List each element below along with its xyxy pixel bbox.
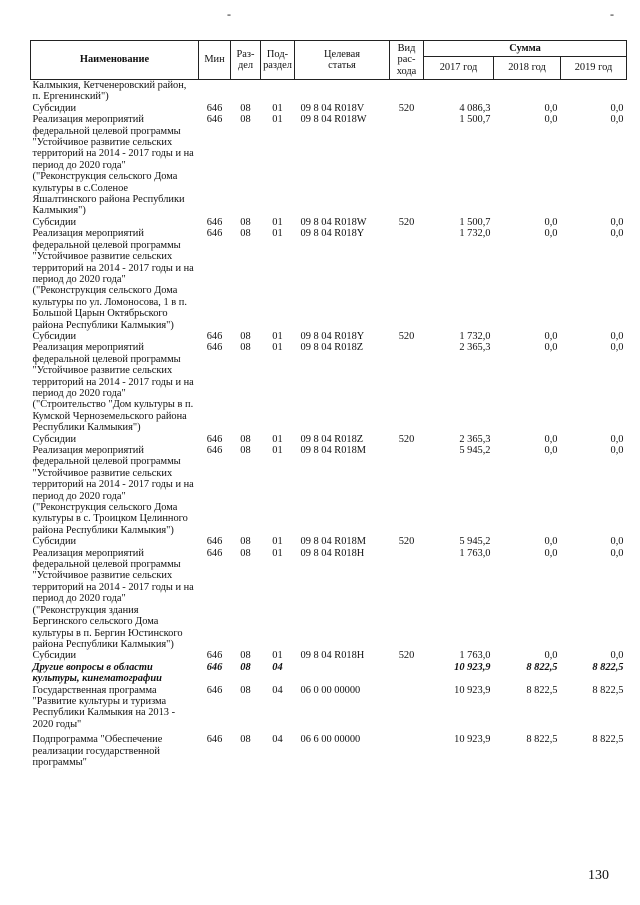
cell-name: Субсидии xyxy=(32,102,77,114)
cell-2017: 1 732,0 xyxy=(459,228,491,240)
scan-mark-right: - xyxy=(610,7,614,21)
cell-min: 646 xyxy=(206,433,223,445)
cell-2019: 8 822,5 xyxy=(592,661,624,673)
cell-2017: 4 086,3 xyxy=(459,102,491,114)
cell-2017: 10 923,9 xyxy=(454,734,491,746)
header-target: Целевая статья xyxy=(295,41,390,80)
cell-target: 09 8 04 R018Z xyxy=(300,433,364,445)
table-row xyxy=(31,342,627,433)
table-row xyxy=(31,685,627,731)
cell-podrazdel xyxy=(261,80,295,103)
cell-target: 06 0 00 00000 xyxy=(300,684,361,696)
scan-mark-left: - xyxy=(227,7,231,21)
cell-min: 646 xyxy=(206,684,223,696)
cell-2018: 0,0 xyxy=(544,228,558,240)
cell-razdel: 08 xyxy=(240,330,251,342)
cell-2019: 0,0 xyxy=(610,445,624,456)
cell-name: Реализация мероприятий федеральной целевой программы "Устойчивое развитие сельских территорий на 2014 - 2017 годы и на период до 2020 года" ("Строительство "Дом культуры в п. Кумской Черноземельского района Республики Калмыкия") xyxy=(32,342,194,434)
budget-table xyxy=(30,40,627,768)
cell-min: 646 xyxy=(206,547,223,559)
cell-vid xyxy=(390,662,424,685)
cell-2017: 5 945,2 xyxy=(459,445,491,456)
cell-2018: 0,0 xyxy=(544,536,558,548)
table-row xyxy=(31,103,627,114)
cell-2019: 0,0 xyxy=(610,228,624,240)
cell-razdel: 08 xyxy=(240,342,251,354)
cell-podrazdel: 01 xyxy=(272,102,283,114)
cell-2017: 1 763,0 xyxy=(459,547,491,559)
cell-2019: 0,0 xyxy=(610,342,624,354)
cell-2018: 0,0 xyxy=(544,102,558,114)
cell-target: 09 8 04 R018M xyxy=(300,445,367,456)
table-header xyxy=(31,41,627,80)
cell-name: Субсидии xyxy=(32,433,77,445)
cell-2018: 0,0 xyxy=(544,650,558,662)
cell-name: Реализация мероприятий федеральной целевой программы "Устойчивое развитие сельских территорий на 2014 - 2017 годы и на период до 2020 года" ("Реконструкция сельского Дома культуры по ул. Ломоносова, 1 в п. Большой Царын Октябрьского района Республики Калмыкия") xyxy=(32,228,194,331)
cell-vid xyxy=(390,342,424,433)
table-row xyxy=(31,662,627,685)
table-row xyxy=(31,730,627,768)
cell-vid: 520 xyxy=(398,433,415,445)
cell-target: 09 8 04 R018M xyxy=(300,536,367,548)
cell-podrazdel: 01 xyxy=(272,228,283,240)
table-row xyxy=(31,114,627,217)
cell-target xyxy=(295,662,390,685)
cell-2018: 0,0 xyxy=(544,330,558,342)
cell-2018: 8 822,5 xyxy=(526,684,558,696)
cell-name: Субсидии xyxy=(32,650,77,662)
cell-2019: 8 822,5 xyxy=(592,734,624,746)
cell-podrazdel: 01 xyxy=(272,433,283,445)
cell-name: Подпрограмма "Обеспечение реализации государственной программы" xyxy=(32,734,163,768)
cell-vid: 520 xyxy=(398,102,415,114)
table-row xyxy=(31,434,627,445)
cell-2018: 8 822,5 xyxy=(526,734,558,746)
cell-vid xyxy=(390,730,424,768)
table-row xyxy=(31,331,627,342)
cell-podrazdel: 04 xyxy=(272,684,283,696)
cell-min: 646 xyxy=(206,228,223,240)
cell-target: 09 8 04 R018V xyxy=(300,102,365,114)
header-year-2019: 2019 год xyxy=(561,57,627,80)
cell-2019: 0,0 xyxy=(610,547,624,559)
cell-name: Субсидии xyxy=(32,216,77,228)
cell-2019: 0,0 xyxy=(610,650,624,662)
header-min: Мин xyxy=(199,41,231,80)
cell-razdel: 08 xyxy=(240,445,251,456)
cell-vid xyxy=(390,80,424,103)
cell-razdel: 08 xyxy=(240,684,251,696)
cell-razdel: 08 xyxy=(240,734,251,746)
cell-vid: 520 xyxy=(398,330,415,342)
cell-2018: 0,0 xyxy=(544,114,558,126)
cell-target: 06 6 00 00000 xyxy=(300,734,361,746)
cell-2017: 2 365,3 xyxy=(459,342,491,354)
cell-2018 xyxy=(494,80,561,103)
cell-2019 xyxy=(561,80,627,103)
cell-2018: 0,0 xyxy=(544,342,558,354)
cell-target: 09 8 04 R018Y xyxy=(300,330,365,342)
cell-name: Государственная программа "Развитие культуры и туризма Республики Калмыкия на 2013 - 2020 годы" xyxy=(32,684,176,730)
cell-2018: 0,0 xyxy=(544,433,558,445)
cell-2018: 0,0 xyxy=(544,547,558,559)
cell-razdel: 08 xyxy=(240,102,251,114)
cell-min xyxy=(199,80,231,103)
cell-2018: 0,0 xyxy=(544,445,558,456)
cell-2017: 10 923,9 xyxy=(454,661,491,673)
cell-2018: 0,0 xyxy=(544,216,558,228)
cell-2019: 0,0 xyxy=(610,433,624,445)
cell-name: Субсидии xyxy=(32,536,77,548)
cell-name: Реализация мероприятий федеральной целевой программы "Устойчивое развитие сельских территорий на 2014 - 2017 годы и на период до 2020 года" ("Реконструкция сельского Дома культуры в с. Троицком Целинного района Республики Калмыкия") xyxy=(32,445,194,536)
cell-2017: 5 945,2 xyxy=(459,536,491,548)
table-row xyxy=(31,548,627,651)
table-row xyxy=(31,228,627,331)
cell-name: Калмыкия, Кетченеровский район, п. Ергенинский") xyxy=(32,80,187,103)
cell-min: 646 xyxy=(206,330,223,342)
cell-2019: 0,0 xyxy=(610,536,624,548)
cell-vid xyxy=(390,445,424,536)
cell-vid xyxy=(390,548,424,651)
table-body xyxy=(31,80,627,769)
cell-2017: 1 763,0 xyxy=(459,650,491,662)
cell-name: Другие вопросы в области культуры, кинематографии xyxy=(32,661,162,685)
cell-2017: 2 365,3 xyxy=(459,433,491,445)
table-row xyxy=(31,536,627,547)
cell-2017: 1 500,7 xyxy=(459,216,491,228)
page-number: 130 xyxy=(588,868,609,883)
cell-2017 xyxy=(424,80,494,103)
cell-razdel: 08 xyxy=(240,547,251,559)
table-row xyxy=(31,217,627,228)
cell-2019: 0,0 xyxy=(610,330,624,342)
header-year-2017: 2017 год xyxy=(424,57,494,80)
header-sum: Сумма xyxy=(424,41,627,57)
cell-2019: 0,0 xyxy=(610,114,624,126)
cell-razdel: 08 xyxy=(240,114,251,126)
cell-podrazdel: 01 xyxy=(272,536,283,548)
cell-podrazdel: 01 xyxy=(272,547,283,559)
cell-2017: 1 732,0 xyxy=(459,330,491,342)
cell-podrazdel: 01 xyxy=(272,330,283,342)
cell-target: 09 8 04 R018W xyxy=(300,114,367,126)
cell-vid: 520 xyxy=(398,216,415,228)
table-row xyxy=(31,80,627,103)
cell-podrazdel: 01 xyxy=(272,445,283,456)
cell-min: 646 xyxy=(206,102,223,114)
header-name: Наименование xyxy=(31,41,199,80)
cell-razdel: 08 xyxy=(240,216,251,228)
cell-2017: 10 923,9 xyxy=(454,684,491,696)
cell-min: 646 xyxy=(206,114,223,126)
cell-podrazdel: 04 xyxy=(272,661,283,673)
cell-2019: 0,0 xyxy=(610,216,624,228)
cell-razdel: 08 xyxy=(240,650,251,662)
header-year-2018: 2018 год xyxy=(494,57,561,80)
cell-min: 646 xyxy=(206,216,223,228)
table-row xyxy=(31,445,627,536)
cell-vid: 520 xyxy=(398,650,415,662)
cell-2019: 8 822,5 xyxy=(592,684,624,696)
cell-razdel: 08 xyxy=(240,661,251,673)
cell-target: 09 8 04 R018H xyxy=(300,650,365,662)
cell-min: 646 xyxy=(206,536,223,548)
cell-razdel: 08 xyxy=(240,228,251,240)
cell-2019: 0,0 xyxy=(610,102,624,114)
header-podrazdel: Под- раздел xyxy=(261,41,295,80)
cell-vid xyxy=(390,228,424,331)
cell-min: 646 xyxy=(206,734,223,746)
header-razdel: Раз- дел xyxy=(231,41,261,80)
cell-target xyxy=(295,80,390,103)
cell-min: 646 xyxy=(206,445,223,456)
cell-2018: 8 822,5 xyxy=(526,661,558,673)
cell-target: 09 8 04 R018H xyxy=(300,547,365,559)
cell-razdel: 08 xyxy=(240,536,251,548)
cell-razdel: 08 xyxy=(240,433,251,445)
cell-name: Реализация мероприятий федеральной целевой программы "Устойчивое развитие сельских территорий на 2014 - 2017 годы и на период до 2020 года" ("Реконструкция здания Бергинского сельского Дома культуры в п. Бергин Юстинского района Республики Калмыкия") xyxy=(32,547,194,650)
cell-vid xyxy=(390,114,424,217)
table-row xyxy=(31,650,627,661)
cell-2017: 1 500,7 xyxy=(459,114,491,126)
cell-podrazdel: 01 xyxy=(272,216,283,228)
cell-podrazdel: 04 xyxy=(272,734,283,746)
cell-podrazdel: 01 xyxy=(272,650,283,662)
cell-min: 646 xyxy=(206,342,223,354)
cell-name: Субсидии xyxy=(32,330,77,342)
cell-podrazdel: 01 xyxy=(272,342,283,354)
cell-razdel xyxy=(231,80,261,103)
cell-target: 09 8 04 R018Z xyxy=(300,342,364,354)
cell-target: 09 8 04 R018W xyxy=(300,216,367,228)
cell-podrazdel: 01 xyxy=(272,114,283,126)
cell-vid: 520 xyxy=(398,536,415,548)
cell-name: Реализация мероприятий федеральной целевой программы "Устойчивое развитие сельских территорий на 2014 - 2017 годы и на период до 2020 года" ("Реконструкция сельского Дома культуры в с.Соленое Яшалтинского района Республики Калмыкия") xyxy=(32,114,194,217)
cell-min: 646 xyxy=(206,650,223,662)
header-vid: Вид рас- хода xyxy=(390,41,424,80)
cell-target: 09 8 04 R018Y xyxy=(300,228,365,240)
cell-vid xyxy=(390,685,424,731)
cell-min: 646 xyxy=(206,661,223,673)
